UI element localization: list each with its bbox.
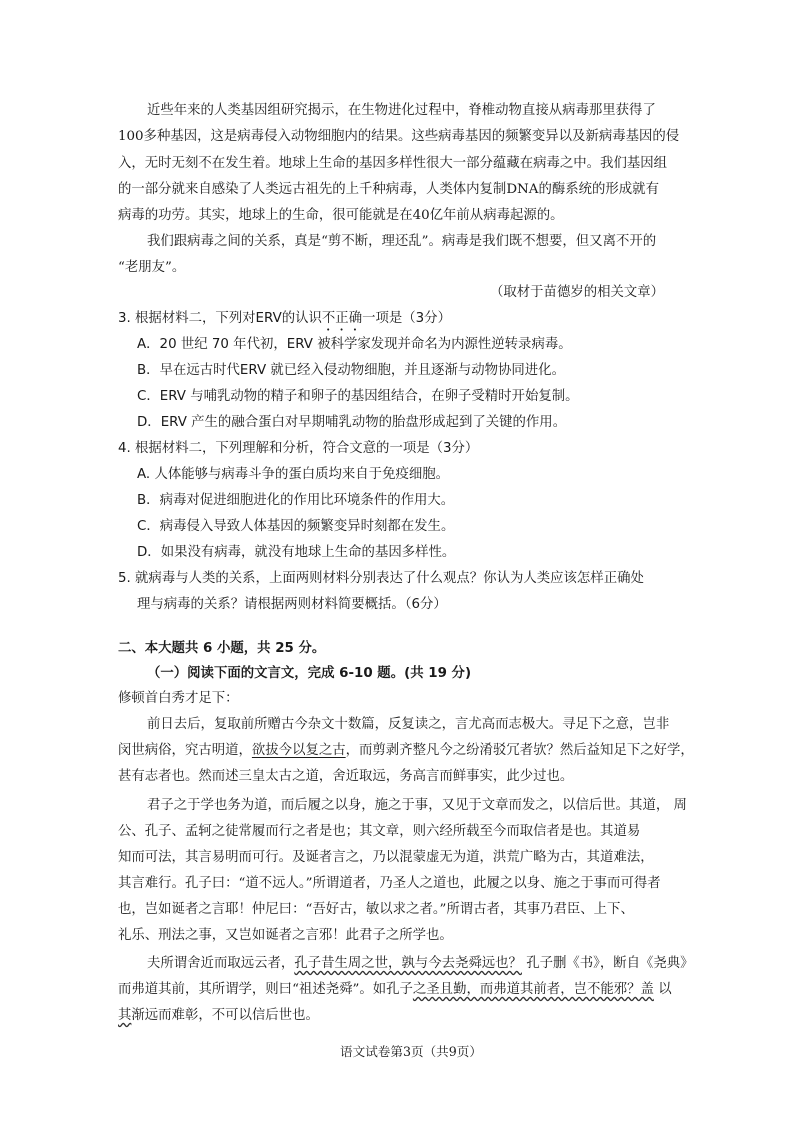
page-footer: 语文试卷第3页（共9页） (340, 1044, 482, 1059)
section-heading: 二、本大题共 6 小题，共 25 分。 (118, 641, 326, 656)
wavy-underlined-sentence: 之圣且勤，而弗道其前者，岂不能邪？盖 (412, 982, 654, 997)
q3-stem-text: 3. 根据材料二，下列对ERV的认识 (118, 311, 322, 326)
passage-line: 礼乐、刑法之事，又岂如诞者之言邪！此君子之所学也。 (118, 928, 453, 943)
passage-text: 以 (653, 982, 672, 997)
passage-text: 而弗道其前，其所谓学，则曰“祖述尧舜”。如孔子 (118, 982, 413, 997)
q3-option-b: B．早在远古时代ERV 就已经入侵动物细胞，并且逐渐与动物协同进化。 (137, 363, 565, 378)
passage-line: 的一部分就来自感染了人类远古祖先的上千种病毒，人类体内复制DNA的酶系统的形成就有 (118, 182, 659, 197)
wavy-underlined-sentence: 孔子昔生周之世，孰与今去尧舜远也？ (294, 956, 522, 971)
underlined-phrase: 欲拔今以复之古 (251, 743, 346, 758)
section-subheading: （一）阅读下面的文言文，完成 6-10 题。(共 19 分) (147, 666, 472, 681)
letter-salutation: 修顿首白秀才足下： (118, 691, 239, 706)
q4-option-b: B．病毒对促进细胞进化的作用比环境条件的作用大。 (137, 493, 455, 508)
question-4-stem: 4. 根据材料二，下列理解和分析，符合文意的一项是（3分） (118, 441, 479, 456)
passage-text: 典》 (666, 956, 694, 971)
passage-line: 入，无时无刻不在发生着。地球上生命的基因多样性很大一部分蕴藏在病毒之中。我们基因组 (118, 156, 668, 171)
q3-option-d: D．ERV 产生的融合蛋白对早期哺乳动物的胎盘形成起到了关键的作用。 (137, 415, 567, 430)
q4-option-d: D．如果没有病毒，就没有地球上生命的基因多样性。 (137, 545, 456, 560)
q4-option-c: C．病毒侵入导致人体基因的频繁变异时刻都在发生。 (137, 519, 455, 534)
passage-text: 渐远而难彰，不可以信后世也。 (131, 1008, 319, 1023)
passage-line: 100多种基因，这是病毒侵入动物细胞内的结果。这些病毒基因的频繁变异以及新病毒基因的侵 (118, 129, 680, 144)
passage-line: 也，岂如诞者之言耶！仲尼曰：“吾好古，敏以求之者。”所谓古者，其事乃君臣、上下、 (118, 902, 634, 917)
passage-line: 君子之于学也务为道，而后履之以身，施之于事，又见于文章而发之，以信后世。其道， 周 (147, 798, 687, 813)
passage-text: 闵世病俗，究古明道， (118, 743, 252, 758)
passage-line: 病毒的功劳。其实，地球上的生命，很可能就是在40亿年前从病毒起源的。 (118, 208, 564, 223)
passage-text: ，而剪剥齐整凡今之纷淆驳冗者欤？然后益知足下之好学， (345, 743, 694, 758)
question-5-line: 理与病毒的关系？请根据两则材料简要概括。（6分） (137, 597, 447, 612)
passage-line (118, 742, 694, 760)
passage-line (118, 1007, 319, 1025)
passage-line: 知而可法，其言易明而可行。及诞者言之，乃以混蒙虚无为道，洪荒广略为古，其道难法， (118, 850, 654, 865)
passage-line: 我们跟病毒之间的关系，真是“剪不断，理还乱”。病毒是我们既不想要，但又离不开的 (147, 234, 657, 249)
passage-line: 其言难行。孔子曰：“道不远人。”所谓道者，乃圣人之道也，此履之以身、施之于事而可得者 (118, 876, 661, 891)
q3-option-a: A．20 世纪 70 年代初，ERV 被科学家发现并命名为内源性逆转录病毒。 (137, 337, 572, 352)
question-3-stem (118, 310, 451, 334)
passage-line (147, 955, 694, 973)
passage-line: 前日去后，复取前所赠古今杂文十数篇，反复读之，言尤高而志极大。寻足下之意，岂非 (147, 717, 670, 732)
q3-stem-score: 一项是（3分） (362, 311, 451, 326)
wavy-underlined-sentence: 其 (118, 1008, 132, 1023)
question-5-line: 5. 就病毒与人类的关系，上面两则材料分别表达了什么观点？你认为人类应该怎样正确处 (118, 571, 644, 586)
passage-text: 夫所谓舍近而取远云者， (147, 956, 295, 971)
source-note: （取材于苗德岁的相关文章） (490, 285, 665, 300)
passage-line (118, 981, 672, 999)
passage-line: 近些年来的人类基因组研究揭示，在生物进化过程中，脊椎动物直接从病毒那里获得了 (147, 103, 656, 118)
passage-line: “老朋友”。 (118, 260, 186, 275)
q4-option-a: A. 人体能够与病毒斗争的蛋白质均来自于免疫细胞。 (137, 467, 450, 482)
passage-text: 孔子删《书》，断自《尧 (521, 956, 667, 971)
q3-emphasis: 不正确 (321, 311, 363, 326)
q3-option-c: C．ERV 与哺乳动物的精子和卵子的基因组结合，在卵子受精时开始复制。 (137, 389, 579, 404)
passage-line: 公、孔子、孟轲之徒常履而行之者是也；其文章，则六经所载至今而取信者是也。其道易 (118, 824, 641, 839)
passage-line: 甚有志者也。然而述三皇太古之道，舍近取远，务高言而鲜事实，此少过也。 (118, 769, 574, 784)
